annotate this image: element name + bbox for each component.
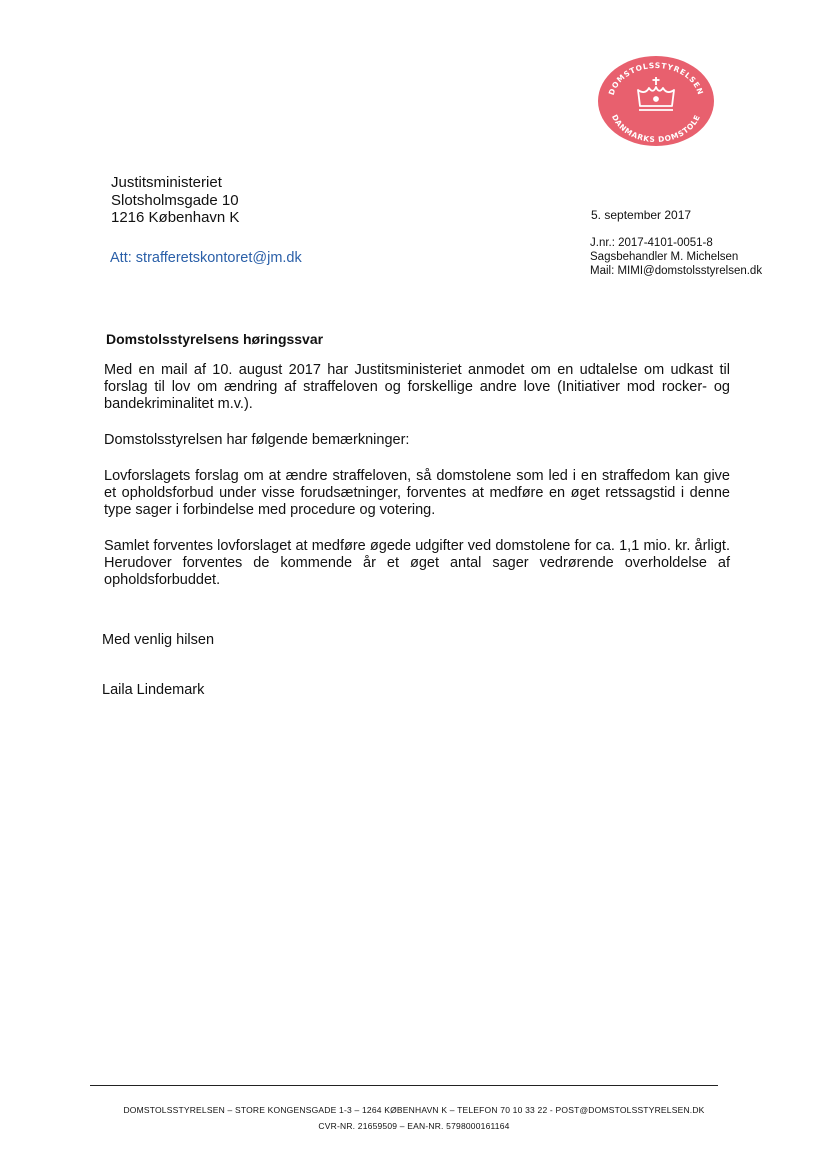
recipient-address xyxy=(111,174,239,227)
attention-email[interactable]: Att: strafferetskontoret@jm.dk xyxy=(110,250,302,266)
domstolsstyrelsen-seal-logo xyxy=(596,54,716,148)
letter-date: 5. september 2017 xyxy=(591,208,692,222)
seal-text-top: DOMSTOLSSTYRELSEN xyxy=(606,60,706,97)
recipient-line: Justitsministeriet xyxy=(111,174,222,191)
footer-registration-line: CVR-NR. 21659509 – EAN-NR. 5798000161164 xyxy=(318,1121,510,1131)
letter-body xyxy=(104,362,730,608)
footer-divider xyxy=(90,1085,718,1086)
reference-block xyxy=(590,236,762,278)
footer-address-line: DOMSTOLSSTYRELSEN – STORE KONGENSGADE 1-3 – 1264 KØBENHAVN K – TELEFON 70 10 33 22 - POST@DOMSTOLSSTYRELSEN.DK xyxy=(123,1105,705,1115)
seal-text-bottom: DANMARKS DOMSTOLE xyxy=(609,113,703,145)
body-paragraph: Samlet forventes lovforslaget at medføre øgede udgifter ved domstolene for ca. 1,1 mio. kr. årligt. Herudover forventes de kommende år et øget antal sager vedrørende overholdelse af opholdsforbuddet. xyxy=(104,538,730,588)
body-paragraph: Med en mail af 10. august 2017 har Justitsministeriet anmodet om en udtalelse om udkast til forslag til lov om ændring af straffeloven og forskellige andre love (Initiativer mod rocker- og bandekriminalitet m.v.). xyxy=(104,362,730,412)
letter-subject: Domstolsstyrelsens høringssvar xyxy=(106,331,324,347)
case-officer: Sagsbehandler M. Michelsen xyxy=(590,251,739,263)
recipient-line: Slotsholmsgade 10 xyxy=(111,191,239,209)
recipient-line: 1216 København K xyxy=(111,209,240,226)
case-officer-mail: Mail: MIMI@domstolsstyrelsen.dk xyxy=(590,265,763,277)
body-paragraph: Domstolsstyrelsen har følgende bemærkninger: xyxy=(104,432,410,448)
closing-greeting: Med venlig hilsen xyxy=(102,632,215,648)
body-paragraph: Lovforslagets forslag om at ændre straffeloven, så domstolene som led i en straffedom kan give et opholdsforbud under visse forudsætninger, forventes at medføre en øget retssagstid i denne type sager i forbindelse med procedure og votering. xyxy=(104,468,730,518)
journal-number: J.nr.: 2017-4101-0051-8 xyxy=(590,237,713,249)
signer-name: Laila Lindemark xyxy=(102,682,205,698)
